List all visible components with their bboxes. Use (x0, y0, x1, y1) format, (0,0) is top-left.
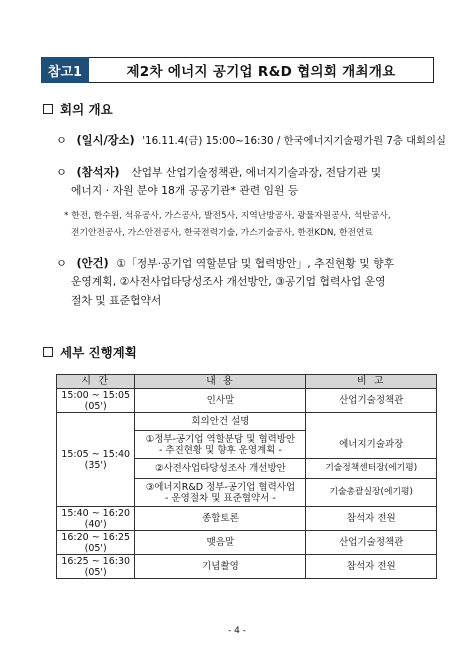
duration: (05') (84, 400, 107, 412)
content-cell (135, 431, 306, 459)
note-cell: 산업기술정책관 (306, 389, 437, 413)
header-content: 내 용 (135, 375, 306, 389)
content-cell: 기념촬영 (135, 555, 306, 579)
time-range: 15:40 ~ 16:20 (61, 507, 131, 519)
agenda-line3: 절차 및 표준협약서 (71, 294, 162, 307)
content-cell: 인사말 (135, 389, 306, 413)
section-heading-overview (43, 100, 113, 118)
content-cell: 맺음말 (135, 531, 306, 555)
circle-bullet-icon: ㅇ (56, 166, 67, 179)
duration: (05') (84, 542, 107, 554)
time-range: 16:25 ~ 16:30 (61, 555, 131, 567)
title-tag: 참고1 (41, 57, 89, 83)
attendees-line2: 에너지 · 자원 분야 18개 공공기관* 관련 임원 등 (71, 184, 299, 197)
content-cell (135, 479, 306, 507)
section-heading-text: 세부 진행계획 (60, 345, 137, 360)
attendees-item (56, 164, 381, 180)
note-cell: 산업기술정책관 (306, 531, 437, 555)
time-range: 15:00 ~ 15:05 (61, 389, 131, 401)
table-row (57, 389, 437, 413)
content-cell: ②사전사업타당성조사 개선방안 (135, 459, 306, 479)
note-cell: 참석자 전원 (306, 555, 437, 579)
title-bar (41, 57, 434, 83)
agenda-1-title: ①정부-공기업 역할분담 및 협력방안 (145, 433, 296, 445)
time-cell (57, 555, 135, 579)
datetime-item (56, 132, 446, 148)
document-title: 제2차 에너지 공기업 R&D 협의회 개최개요 (89, 57, 434, 83)
circle-bullet-icon: ㅇ (56, 257, 67, 270)
agenda-label: (안건) (76, 257, 109, 270)
time-range: 15:05 ~ 15:40 (61, 448, 131, 460)
agenda-3-title: ③에너지R&D 정부-공기업 협력사업 (145, 481, 296, 493)
schedule-table (56, 374, 437, 579)
table-row (57, 555, 437, 579)
time-cell (57, 413, 135, 507)
duration: (05') (84, 566, 107, 578)
page-number: - 4 - (228, 626, 246, 636)
header-note: 비 고 (306, 375, 437, 389)
note-cell (306, 413, 437, 431)
datetime-text: '16.11.4(금) 15:00~16:30 / 한국에너지기술평가원 7층 대회의실 (142, 135, 446, 147)
attendees-label: (참석자) (76, 166, 120, 179)
table-row (57, 531, 437, 555)
duration: (40') (84, 518, 107, 530)
note-cell: 기술총괄실장(에기평) (306, 479, 437, 507)
circle-bullet-icon: ㅇ (56, 134, 67, 147)
time-cell (57, 531, 135, 555)
datetime-label: (일시/장소) (76, 134, 135, 147)
square-bullet-icon (43, 347, 53, 357)
attendees-line1: 산업부 산업기술정책관, 에너지기술과장, 전담기관 및 (131, 166, 382, 179)
attendees-note-line2: 전기안전공사, 가스안전공사, 한국전력기술, 가스기술공사, 한전KDN, 한전연료 (71, 228, 374, 238)
table-header-row (57, 375, 437, 389)
time-range: 16:20 ~ 16:25 (61, 531, 131, 543)
agenda-1-sub: - 추진현황 및 향후 운영계획 - (158, 444, 282, 456)
section-heading-schedule (43, 343, 137, 361)
agenda-line1: ①「정부·공기업 역할분담 및 협력방안」, 추진현황 및 향후 (116, 257, 395, 270)
agenda-line2: 운영계획, ②사전사업타당성조사 개선방안, ③공기업 협력사업 운영 (71, 275, 386, 288)
table-row (57, 507, 437, 531)
note-cell: 에너지기술과장 (306, 431, 437, 459)
content-cell: 회의안건 설명 (135, 413, 306, 431)
attendees-note-line1: * 한전, 한수원, 석유공사, 가스공사, 발전5사, 지역난방공사, 광물자원공사, 석탄공사, (64, 211, 391, 221)
agenda-3-sub: - 운영절차 및 표준협약서 - (165, 492, 276, 504)
time-cell (57, 389, 135, 413)
section-heading-text: 회의 개요 (60, 102, 113, 117)
agenda-item (56, 255, 394, 271)
content-cell: 종합토론 (135, 507, 306, 531)
duration: (35') (84, 459, 107, 471)
square-bullet-icon (43, 104, 53, 114)
time-cell (57, 507, 135, 531)
note-cell: 참석자 전원 (306, 507, 437, 531)
table-row (57, 413, 437, 431)
header-time: 시 간 (57, 375, 135, 389)
note-cell: 기술정책센터장(에기평) (306, 459, 437, 479)
